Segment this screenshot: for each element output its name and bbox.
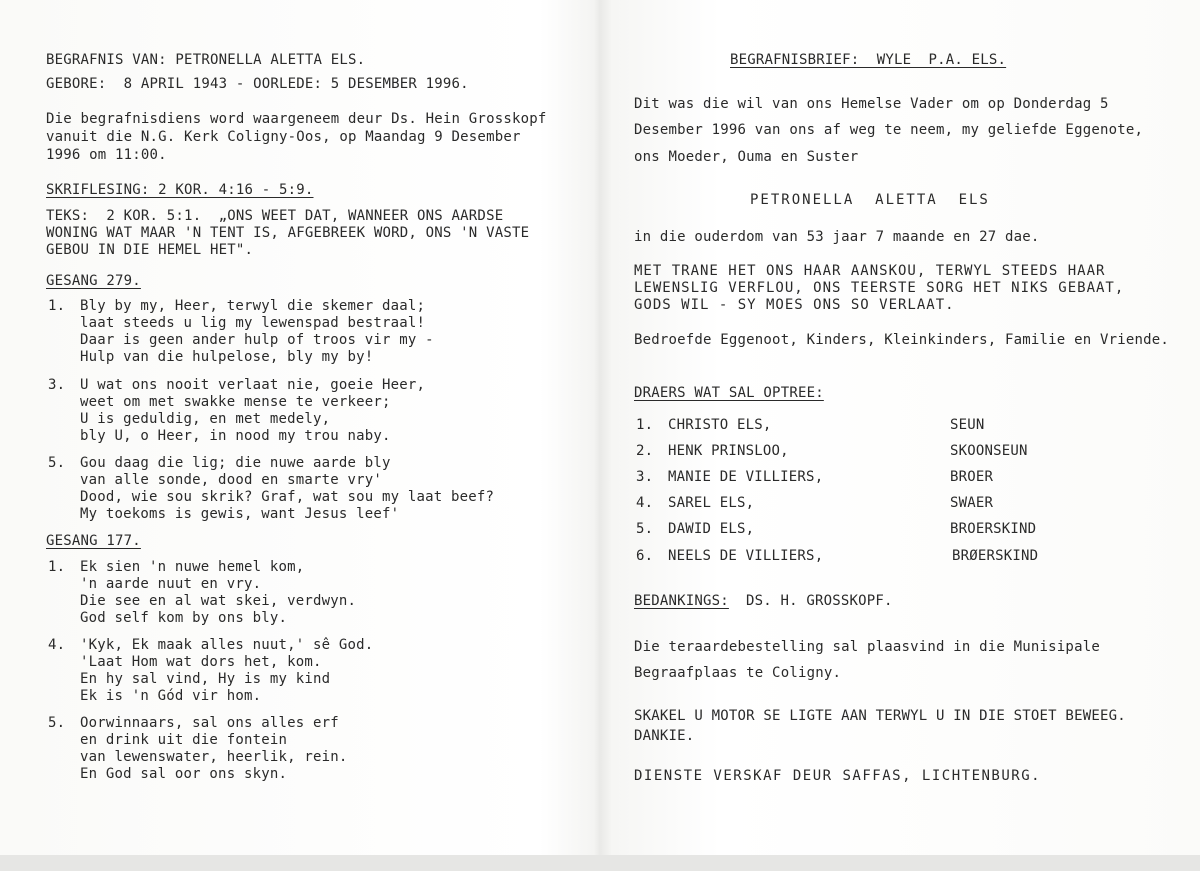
- mourners-line: Bedroefde Eggenoot, Kinders, Kleinkinders, Familie en Vriende.: [634, 332, 1169, 348]
- verse-number: 1.: [48, 559, 66, 575]
- bearer-number: 2.: [636, 443, 654, 459]
- verse-line: 'Laat Hom wat dors het, kom.: [80, 654, 322, 670]
- burial-line: Begraafplaas te Coligny.: [634, 665, 842, 681]
- scan-bottom-edge: [0, 855, 1200, 871]
- service-line: Die begrafnisdiens word waargeneem deur Ds. Hein Grosskopf: [46, 111, 547, 127]
- lights-line: DANKIE.: [634, 728, 695, 744]
- verse-number: 1.: [48, 298, 66, 314]
- verse-line: Oorwinnaars, sal ons alles erf: [80, 715, 339, 731]
- verse-number: 3.: [48, 377, 66, 393]
- verse-line: Daar is geen ander hulp of troos vir my -: [80, 332, 434, 348]
- verse-line: en drink uit die fontein: [80, 732, 288, 748]
- age-line: in die ouderdom van 53 jaar 7 maande en 27 dae.: [634, 229, 1040, 245]
- bearer-number: 4.: [636, 495, 654, 511]
- verse-line: Bly by my, Heer, terwyl die skemer daal;: [80, 298, 426, 314]
- text-line: GEBOU IN DIE HEMEL HET".: [46, 242, 254, 258]
- service-line: 1996 om 11:00.: [46, 147, 167, 163]
- verse-line: 'Kyk, Ek maak alles nuut,' sê God.: [80, 637, 374, 653]
- deceased-name: PETRONELLA ALETTA ELS: [750, 192, 990, 208]
- verse-line: 'n aarde nuut en vry.: [80, 576, 262, 592]
- verse-number: 4.: [48, 637, 66, 653]
- verse-line: Hulp van die hulpelose, bly my by!: [80, 349, 374, 365]
- verse-line: En hy sal vind, Hy is my kind: [80, 671, 331, 687]
- bearer-number: 1.: [636, 417, 654, 433]
- birth-death-dates: GEBORE: 8 APRIL 1943 - OORLEDE: 5 DESEMBER 1996.: [46, 76, 469, 92]
- verse-line: weet om met swakke mense te verkeer;: [80, 394, 391, 410]
- verse-line: GODS WIL - SY MOES ONS SO VERLAAT.: [634, 297, 955, 313]
- verse-line: laat steeds u lig my lewenspad bestraal!: [80, 315, 426, 331]
- bearer-relation: BROERSKIND: [950, 521, 1037, 537]
- bearer-relation: SWAER: [950, 495, 994, 511]
- verse-line: Gou daag die lig; die nuwe aarde bly: [80, 455, 391, 471]
- bearers-title: DRAERS WAT SAL OPTREE:: [634, 385, 824, 401]
- intro-line: Dit was die wil van ons Hemelse Vader om op Donderdag 5: [634, 96, 1109, 112]
- service-line: vanuit die N.G. Kerk Coligny-Oos, op Maandag 9 Desember: [46, 129, 521, 145]
- scripture-reading: SKRIFLESING: 2 KOR. 4:16 - 5:9.: [46, 182, 314, 198]
- verse-line: Die see en al wat skei, verdwyn.: [80, 593, 357, 609]
- verse-line: En God sal oor ons skyn.: [80, 766, 288, 782]
- verse-number: 5.: [48, 715, 66, 731]
- bearer-name: SAREL ELS,: [668, 495, 755, 511]
- bearer-relation: SKOONSEUN: [950, 443, 1028, 459]
- funeral-of-heading: BEGRAFNIS VAN: PETRONELLA ALETTA ELS.: [46, 52, 366, 68]
- hymn-279-title: GESANG 279.: [46, 273, 141, 289]
- intro-line: Desember 1996 van ons af weg te neem, my geliefde Eggenote,: [634, 122, 1144, 138]
- bearer-number: 5.: [636, 521, 654, 537]
- text-line: TEKS: 2 KOR. 5:1. „ONS WEET DAT, WANNEER ONS AARDSE: [46, 208, 504, 224]
- verse-line: van lewenswater, heerlik, rein.: [80, 749, 348, 765]
- text-line: WONING WAT MAAR 'N TENT IS, AFGEBREEK WORD, ONS 'N VASTE: [46, 225, 530, 241]
- bearer-name: DAWID ELS,: [668, 521, 755, 537]
- verse-line: van alle sonde, dood en smarte vry': [80, 472, 383, 488]
- lights-line: SKAKEL U MOTOR SE LIGTE AAN TERWYL U IN DIE STOET BEWEEG.: [634, 708, 1126, 724]
- bearer-name: MANIE DE VILLIERS,: [668, 469, 824, 485]
- funeral-letter-title: BEGRAFNISBRIEF: WYLE P.A. ELS.: [730, 52, 1007, 68]
- verse-line: U is geduldig, en met medely,: [80, 411, 331, 427]
- services-line: DIENSTE VERSKAF DEUR SAFFAS, LICHTENBURG.: [634, 768, 1042, 784]
- bearer-number: 3.: [636, 469, 654, 485]
- bearer-name: HENK PRINSLOO,: [668, 443, 789, 459]
- bearer-relation: BRØERSKIND: [952, 548, 1039, 564]
- verse-number: 5.: [48, 455, 66, 471]
- bearer-relation: SEUN: [950, 417, 985, 433]
- intro-line: ons Moeder, Ouma en Suster: [634, 149, 859, 165]
- verse-line: Ek is 'n Gód vir hom.: [80, 688, 262, 704]
- bearer-name: CHRISTO ELS,: [668, 417, 772, 433]
- verse-line: MET TRANE HET ONS HAAR AANSKOU, TERWYL STEEDS HAAR: [634, 263, 1106, 279]
- burial-line: Die teraardebestelling sal plaasvind in die Munisipale: [634, 639, 1100, 655]
- verse-line: Ek sien 'n nuwe hemel kom,: [80, 559, 305, 575]
- verse-line: God self kom by ons bly.: [80, 610, 288, 626]
- verse-line: U wat ons nooit verlaat nie, goeie Heer,: [80, 377, 426, 393]
- verse-line: Dood, wie sou skrik? Graf, wat sou my laat beef?: [80, 489, 495, 505]
- verse-line: LEWENSLIG VERFLOU, ONS TEERSTE SORG HET NIKS GEBAAT,: [634, 280, 1125, 296]
- thanks-label: BEDANKINGS:: [634, 593, 729, 609]
- bearer-relation: BROER: [950, 469, 994, 485]
- bearer-name: NEELS DE VILLIERS,: [668, 548, 824, 564]
- hymn-177-title: GESANG 177.: [46, 533, 141, 549]
- verse-line: bly U, o Heer, in nood my trou naby.: [80, 428, 391, 444]
- bearer-number: 6.: [636, 548, 654, 564]
- verse-line: My toekoms is gewis, want Jesus leef': [80, 506, 400, 522]
- thanks-value: DS. H. GROSSKOPF.: [746, 593, 893, 609]
